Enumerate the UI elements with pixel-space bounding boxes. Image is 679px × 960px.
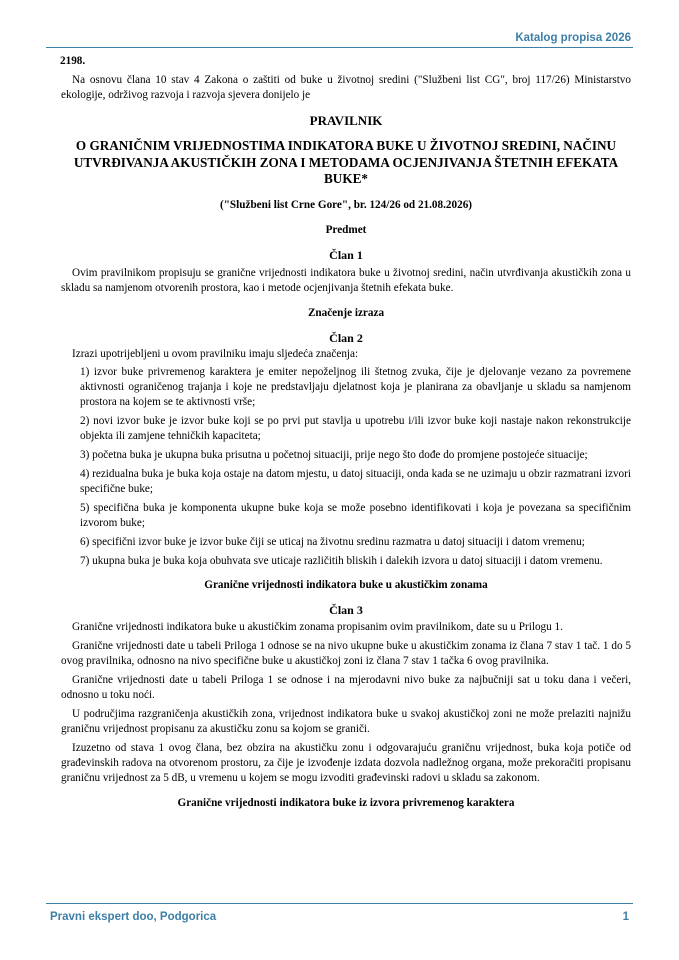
article-1-heading: Član 1 xyxy=(329,247,363,262)
article-3-paragraph: Granične vrijednosti date u tabeli Priloga 1 se odnose i na mjerodavni nivo buke za najbučniji sat u toku dana i večeri, odnosno u toku noći. xyxy=(61,673,631,701)
article-3-paragraph: U područjima razgraničenja akustičkih zona, vrijednost indikatora buke u svakoj akustičkoj zoni ne može prelaziti najnižu graničnu vrijednost propisanu za akustičku zonu sa kojom se graniči. xyxy=(61,707,631,735)
definition-item: 6) specifični izvor buke je izvor buke čiji se uticaj na životnu sredinu razmatra u datoj situaciji i datom vremenu; xyxy=(80,535,585,548)
article-3-paragraph: Granične vrijednosti date u tabeli Priloga 1 odnose se na nivo ukupne buke u akustičkim zonama iz člana 7 stav 1 tač. 1 do 5 ovog pravilnika, odnosno na nivo specifične buke u akustičkoj zoni iz člana 7 stav 1 tačka 6 ovog pravilnika. xyxy=(61,639,631,667)
article-2-heading: Član 2 xyxy=(329,330,363,345)
subtitle-text: O GRANIČNIM VRIJEDNOSTIMA INDIKATORA BUKE U ŽIVOTNOJ SREDINI, NAČINU UTVRĐIVANJA AKUSTIČKIH ZONA I METODAMA OCJENJIVANJA ŠTETNIH EFEKATA BUKE xyxy=(73,138,619,186)
footnote-mark: * xyxy=(361,171,368,186)
document-number: 2198. xyxy=(60,55,86,67)
header-divider xyxy=(46,47,633,48)
section-heading-privremeni: Granične vrijednosti indikatora buke iz izvora privremenog karaktera xyxy=(177,796,515,809)
article-3-heading: Član 3 xyxy=(329,602,363,617)
intro-paragraph: Na osnovu člana 10 stav 4 Zakona o zaštiti od buke u životnoj sredini ("Službeni list CG", broj 117/26) Ministarstvo ekologije, održivog razvoja i razvoja sjevera donijelo je xyxy=(61,74,631,101)
definition-item: 1) izvor buke privremenog karaktera je emiter nepoželjnog ili štetnog zvuka, čije je djelovanje vezano za povremene aktivnosti ograničenog trajanja i koje ne predstavljaju djelatnost koja je planirana za obavljanje u skladu sa namjenom prostora na kojem se te aktivnosti vrše; xyxy=(80,365,631,408)
article-3-paragraph: Granične vrijednosti indikatora buke u akustičkim zonama propisanim ovim pravilnikom, date su u Prilogu 1. xyxy=(72,620,563,633)
document-title: PRAVILNIK xyxy=(309,113,383,128)
article-3-paragraph: Izuzetno od stava 1 ovog člana, bez obzira na akustičku zonu i odgovarajuću graničnu vrijednost, buka koja potiče od građevinskih radova na otvorenom prostoru, za čije je izvođenje izdata dozvola nadležnog organa, može prekoračiti propisanu graničnu vrijednost za 5 dB, u vremenu u kojem se mogu izvoditi građevinski radovi u skladu sa zakonom. xyxy=(61,741,631,784)
definition-item: 4) rezidualna buka je buka koja ostaje na datom mjestu, u datoj situaciji, onda kada se ne uzimaju u obzir razmatrani izvori specifične buke; xyxy=(80,467,631,495)
gazette-reference: ("Službeni list Crne Gore", br. 124/26 od 21.08.2026) xyxy=(219,198,473,211)
catalog-header: Katalog propisa 2026 xyxy=(515,32,631,44)
section-heading-znacenje: Značenje izraza xyxy=(307,306,385,319)
publisher-footer: Pravni ekspert doo, Podgorica xyxy=(50,911,217,923)
definitions-list xyxy=(61,365,631,569)
article-2-intro: Izrazi upotrijebljeni u ovom pravilniku imaju sljedeća značenja: xyxy=(72,347,359,360)
definition-item: 2) novi izvor buke je izvor buke koji se po prvi put stavlja u upotrebu i/ili izvor buke koji nastaje nakon rekonstrukcije objekta ili zamjene tehničkih kapaciteta; xyxy=(80,414,631,442)
document-body xyxy=(61,54,631,811)
article-1-text: Ovim pravilnikom propisuju se granične vrijednosti indikatora buke u životnoj sredini, način utvrđivanja akustičkih zona u skladu sa namjenom otvorenih prostora, kao i metode ocjenjivanja štetnih efekata buke. xyxy=(61,266,631,294)
section-heading-granicne: Granične vrijednosti indikatora buke u akustičkim zonama xyxy=(204,578,488,591)
page-number: 1 xyxy=(622,911,629,923)
definition-item: 5) specifična buka je komponenta ukupne buke koja se može posebno identifikovati i koja je povezana sa specifičnim izvorom buke; xyxy=(80,501,631,529)
definition-item: 3) početna buka je ukupna buka prisutna u početnoj situaciji, prije nego što dođe do promjene postojeće situacije; xyxy=(80,448,588,461)
definition-item: 7) ukupna buka je buka koja obuhvata sve uticaje različitih bliskih i dalekih izvora u datoj situaciji i datom vremenu. xyxy=(80,554,603,567)
section-heading-predmet: Predmet xyxy=(325,223,367,236)
document-subtitle xyxy=(61,138,631,188)
footer-divider xyxy=(46,903,633,904)
